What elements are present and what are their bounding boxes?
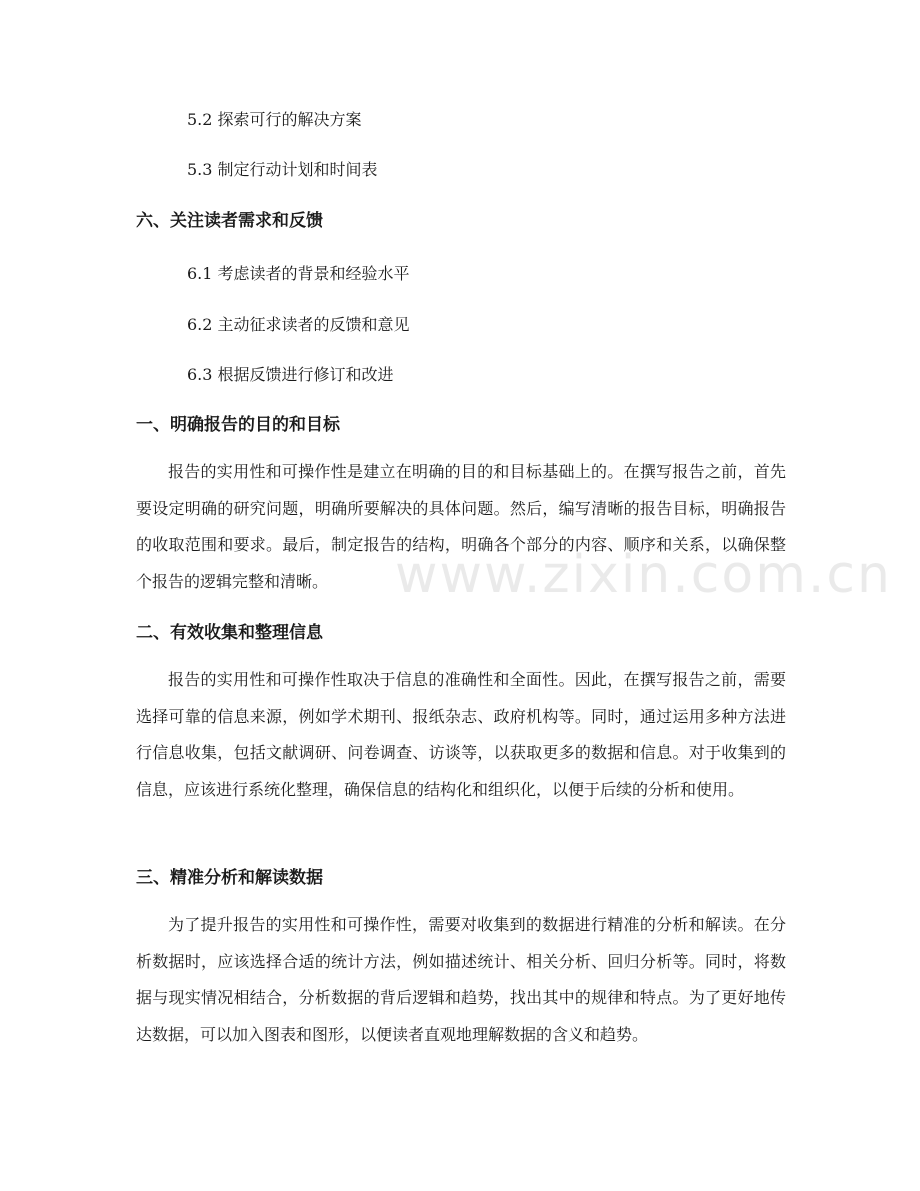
section-heading-3: 三、精准分析和解读数据 [136, 868, 323, 888]
section-heading-1: 一、明确报告的目的和目标 [136, 415, 340, 435]
section-paragraph-3: 为了提升报告的实用性和可操作性，需要对收集到的数据进行精准的分析和解读。在分析数据时，应该选择合适的统计方法，例如描述统计、相关分析、回归分析等。同时，将数据与现实情况相结合，分析数据的背后逻辑和趋势，找出其中的规律和特点。为了更好地传达数据，可以加入图表和图形，以便读者直观地理解数据的含义和趋势。 [136, 915, 786, 1044]
section-heading-2: 二、有效收集和整理信息 [136, 623, 323, 643]
outline-item-6-3: 6.3 根据反馈进行修订和改进 [187, 365, 394, 384]
outline-item-5-3: 5.3 制定行动计划和时间表 [187, 160, 378, 179]
section-heading-6: 六、关注读者需求和反馈 [136, 211, 323, 231]
outline-item-6-1: 6.1 考虑读者的背景和经验水平 [187, 264, 410, 283]
outline-item-6-2: 6.2 主动征求读者的反馈和意见 [187, 315, 410, 334]
section-paragraph-1: 报告的实用性和可操作性是建立在明确的目的和目标基础上的。在撰写报告之前，首先要设定明确的研究问题，明确所要解决的具体问题。然后，编写清晰的报告目标，明确报告的收取范围和要求。最后，制定报告的结构，明确各个部分的内容、顺序和关系，以确保整个报告的逻辑完整和清晰。 [136, 462, 786, 591]
watermark: www.zixin.com.cn [395, 545, 892, 605]
outline-item-5-2: 5.2 探索可行的解决方案 [187, 110, 362, 129]
section-paragraph-2: 报告的实用性和可操作性取决于信息的准确性和全面性。因此，在撰写报告之前，需要选择可靠的信息来源，例如学术期刊、报纸杂志、政府机构等。同时，通过运用多种方法进行信息收集，包括文献调研、问卷调查、访谈等，以获取更多的数据和信息。对于收集到的信息，应该进行系统化整理，确保信息的结构化和组织化，以便于后续的分析和使用。 [136, 670, 786, 799]
